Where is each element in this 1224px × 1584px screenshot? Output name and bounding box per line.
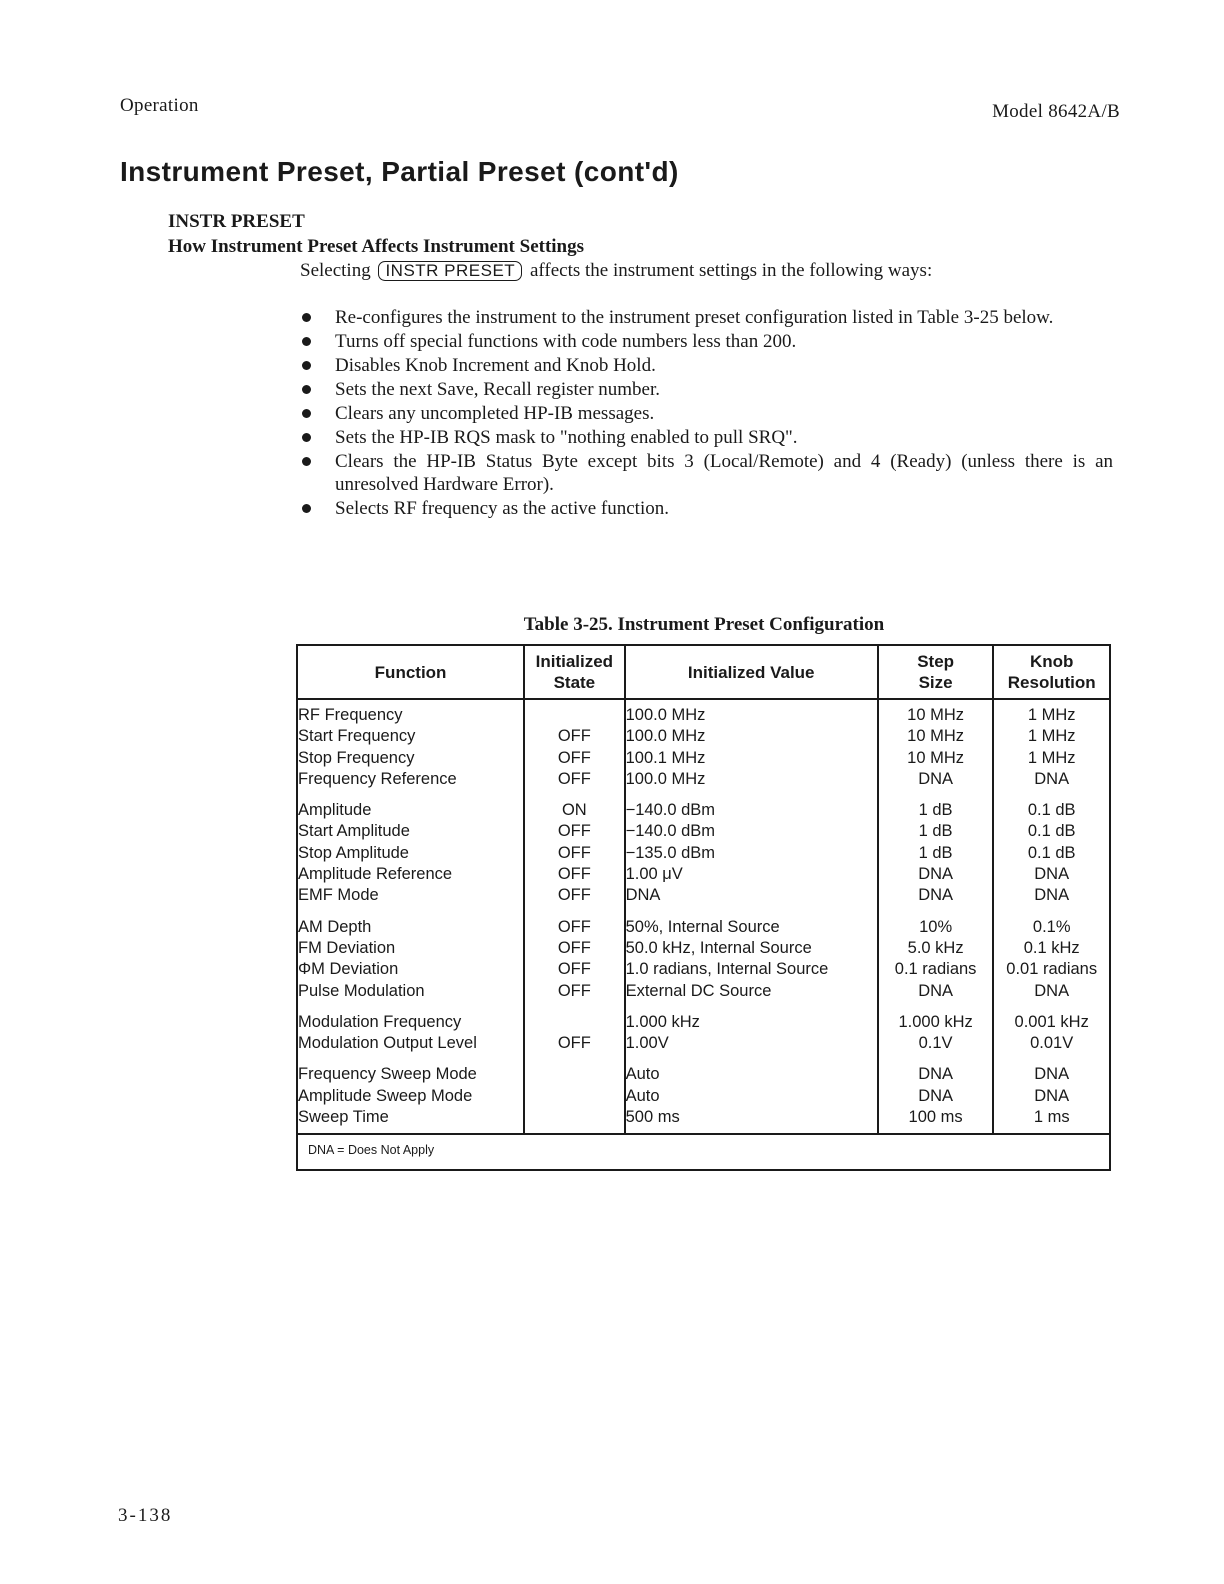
cell-state: OFF (524, 981, 624, 1002)
cell-state (524, 1086, 624, 1107)
cell-knob: 0.1 dB (993, 821, 1110, 842)
cell-step: 100 ms (878, 1107, 994, 1134)
cell-value: DNA (625, 885, 878, 906)
cell-state: OFF (524, 864, 624, 885)
cell-knob: 1 ms (993, 1107, 1110, 1134)
cell-value: 1.00V (625, 1033, 878, 1054)
table-row (297, 821, 1110, 842)
column-header-knob-line2: Resolution (1007, 673, 1096, 692)
cell-function: Pulse Modulation (297, 981, 524, 1002)
cell-knob: 0.1 kHz (993, 938, 1110, 959)
column-header-value (625, 645, 878, 699)
cell-knob: DNA (993, 1054, 1110, 1085)
list-item: Selects RF frequency as the active function. (298, 497, 1113, 520)
instr-preset-key: INSTR PRESET (378, 261, 522, 281)
table-row (297, 726, 1110, 747)
cell-state (524, 1054, 624, 1085)
cell-function: EMF Mode (297, 885, 524, 906)
column-header-function-text: Function (374, 662, 447, 682)
cell-value: 1.000 kHz (625, 1002, 878, 1033)
table-row (297, 748, 1110, 769)
table-row (297, 699, 1110, 726)
cell-function: Start Amplitude (297, 821, 524, 842)
cell-state: OFF (524, 821, 624, 842)
cell-value: 100.0 MHz (625, 699, 878, 726)
list-item: Turns off special functions with code numbers less than 200. (298, 330, 1113, 353)
cell-state: OFF (524, 843, 624, 864)
list-item: Clears any uncompleted HP-IB messages. (298, 402, 1113, 425)
cell-function: Stop Amplitude (297, 843, 524, 864)
cell-function: Amplitude Reference (297, 864, 524, 885)
column-header-step-line1: Step (917, 652, 955, 671)
list-item: Sets the next Save, Recall register number. (298, 378, 1113, 401)
column-header-function (297, 645, 524, 699)
table-row (297, 1002, 1110, 1033)
cell-function: Amplitude (297, 790, 524, 821)
preset-effects-list (298, 306, 1113, 521)
column-header-knob (993, 645, 1110, 699)
cell-knob: 0.1 dB (993, 843, 1110, 864)
cell-value: 1.00 μV (625, 864, 878, 885)
table-row (297, 1107, 1110, 1134)
cell-knob: 0.001 kHz (993, 1002, 1110, 1033)
cell-step: DNA (878, 981, 994, 1002)
table-row (297, 1054, 1110, 1085)
cell-state: OFF (524, 907, 624, 938)
running-header-section: Operation (120, 95, 199, 116)
cell-step: 10 MHz (878, 748, 994, 769)
cell-value: 1.0 radians, Internal Source (625, 959, 878, 980)
cell-value: 100.0 MHz (625, 726, 878, 747)
running-header-model: Model 8642A/B (992, 101, 1120, 122)
table-footnote: DNA = Does Not Apply (297, 1134, 1110, 1170)
column-header-step (878, 645, 994, 699)
table-row (297, 769, 1110, 790)
cell-value: Auto (625, 1054, 878, 1085)
cell-function: Frequency Sweep Mode (297, 1054, 524, 1085)
cell-knob: 1 MHz (993, 748, 1110, 769)
cell-function: ΦM Deviation (297, 959, 524, 980)
cell-step: 0.1V (878, 1033, 994, 1054)
table-footnote-row (297, 1134, 1110, 1170)
cell-function: Start Frequency (297, 726, 524, 747)
cell-knob: 1 MHz (993, 699, 1110, 726)
cell-step: 5.0 kHz (878, 938, 994, 959)
cell-state: OFF (524, 938, 624, 959)
section-heading: INSTR PRESET (168, 211, 305, 232)
cell-knob: DNA (993, 1086, 1110, 1107)
cell-function: FM Deviation (297, 938, 524, 959)
cell-step: 0.1 radians (878, 959, 994, 980)
list-item: Disables Knob Increment and Knob Hold. (298, 354, 1113, 377)
cell-knob: 0.1% (993, 907, 1110, 938)
cell-state (524, 1107, 624, 1134)
cell-knob: 0.1 dB (993, 790, 1110, 821)
cell-value: External DC Source (625, 981, 878, 1002)
cell-state (524, 699, 624, 726)
column-header-state (524, 645, 624, 699)
cell-step: DNA (878, 1086, 994, 1107)
column-header-state-line2: State (553, 673, 596, 692)
preset-configuration-table (296, 644, 1111, 1171)
cell-state: ON (524, 790, 624, 821)
table-header-row (297, 645, 1110, 699)
cell-state: OFF (524, 959, 624, 980)
cell-state: OFF (524, 726, 624, 747)
cell-function: Stop Frequency (297, 748, 524, 769)
cell-function: Modulation Output Level (297, 1033, 524, 1054)
cell-step: 1.000 kHz (878, 1002, 994, 1033)
cell-function: AM Depth (297, 907, 524, 938)
cell-function: Frequency Reference (297, 769, 524, 790)
cell-knob: DNA (993, 981, 1110, 1002)
cell-value: 50.0 kHz, Internal Source (625, 938, 878, 959)
cell-step: DNA (878, 864, 994, 885)
list-item: Clears the HP-IB Status Byte except bits 3 (Local/Remote) and 4 (Ready) (unless there is an unresolved Hardware Error). (298, 450, 1113, 496)
cell-knob: DNA (993, 769, 1110, 790)
cell-step: DNA (878, 1054, 994, 1085)
cell-value: 50%, Internal Source (625, 907, 878, 938)
table-caption: Table 3-25. Instrument Preset Configuration (523, 614, 885, 635)
cell-step: DNA (878, 769, 994, 790)
cell-value: −140.0 dBm (625, 790, 878, 821)
table-row (297, 938, 1110, 959)
table-row (297, 981, 1110, 1002)
cell-function: Sweep Time (297, 1107, 524, 1134)
table-row (297, 959, 1110, 980)
cell-knob: 0.01V (993, 1033, 1110, 1054)
cell-value: −135.0 dBm (625, 843, 878, 864)
cell-state: OFF (524, 1033, 624, 1054)
subsection-heading: How Instrument Preset Affects Instrument Settings (168, 236, 585, 257)
column-header-step-line2: Size (918, 673, 953, 692)
cell-knob: DNA (993, 885, 1110, 906)
intro-text-after: affects the instrument settings in the following ways: (529, 260, 933, 281)
table-row (297, 885, 1110, 906)
cell-function: RF Frequency (297, 699, 524, 726)
cell-knob: 0.01 radians (993, 959, 1110, 980)
cell-value: Auto (625, 1086, 878, 1107)
list-item: Sets the HP-IB RQS mask to "nothing enabled to pull SRQ". (298, 426, 1113, 449)
cell-value: 500 ms (625, 1107, 878, 1134)
cell-function: Modulation Frequency (297, 1002, 524, 1033)
column-header-state-line1: Initialized (535, 652, 614, 671)
cell-knob: DNA (993, 864, 1110, 885)
cell-step: 1 dB (878, 821, 994, 842)
cell-step: DNA (878, 885, 994, 906)
cell-step: 1 dB (878, 843, 994, 864)
cell-function: Amplitude Sweep Mode (297, 1086, 524, 1107)
column-header-value-text: Initialized Value (687, 662, 815, 682)
cell-knob: 1 MHz (993, 726, 1110, 747)
cell-step: 10% (878, 907, 994, 938)
cell-step: 10 MHz (878, 699, 994, 726)
table-row (297, 1086, 1110, 1107)
table-row (297, 843, 1110, 864)
intro-paragraph (300, 260, 932, 282)
table-row (297, 790, 1110, 821)
cell-state (524, 1002, 624, 1033)
intro-text-before: Selecting (300, 260, 371, 281)
table-row (297, 1033, 1110, 1054)
cell-step: 1 dB (878, 790, 994, 821)
cell-state: OFF (524, 769, 624, 790)
cell-state: OFF (524, 748, 624, 769)
cell-value: 100.1 MHz (625, 748, 878, 769)
page-title: Instrument Preset, Partial Preset (cont'd) (120, 156, 679, 187)
table-row (297, 864, 1110, 885)
list-item: Re-configures the instrument to the instrument preset configuration listed in Table 3-25 below. (298, 306, 1113, 329)
column-header-knob-line1: Knob (1029, 652, 1074, 671)
cell-value: 100.0 MHz (625, 769, 878, 790)
cell-value: −140.0 dBm (625, 821, 878, 842)
cell-step: 10 MHz (878, 726, 994, 747)
cell-state: OFF (524, 885, 624, 906)
page-number: 3-138 (118, 1505, 173, 1526)
table-row (297, 907, 1110, 938)
